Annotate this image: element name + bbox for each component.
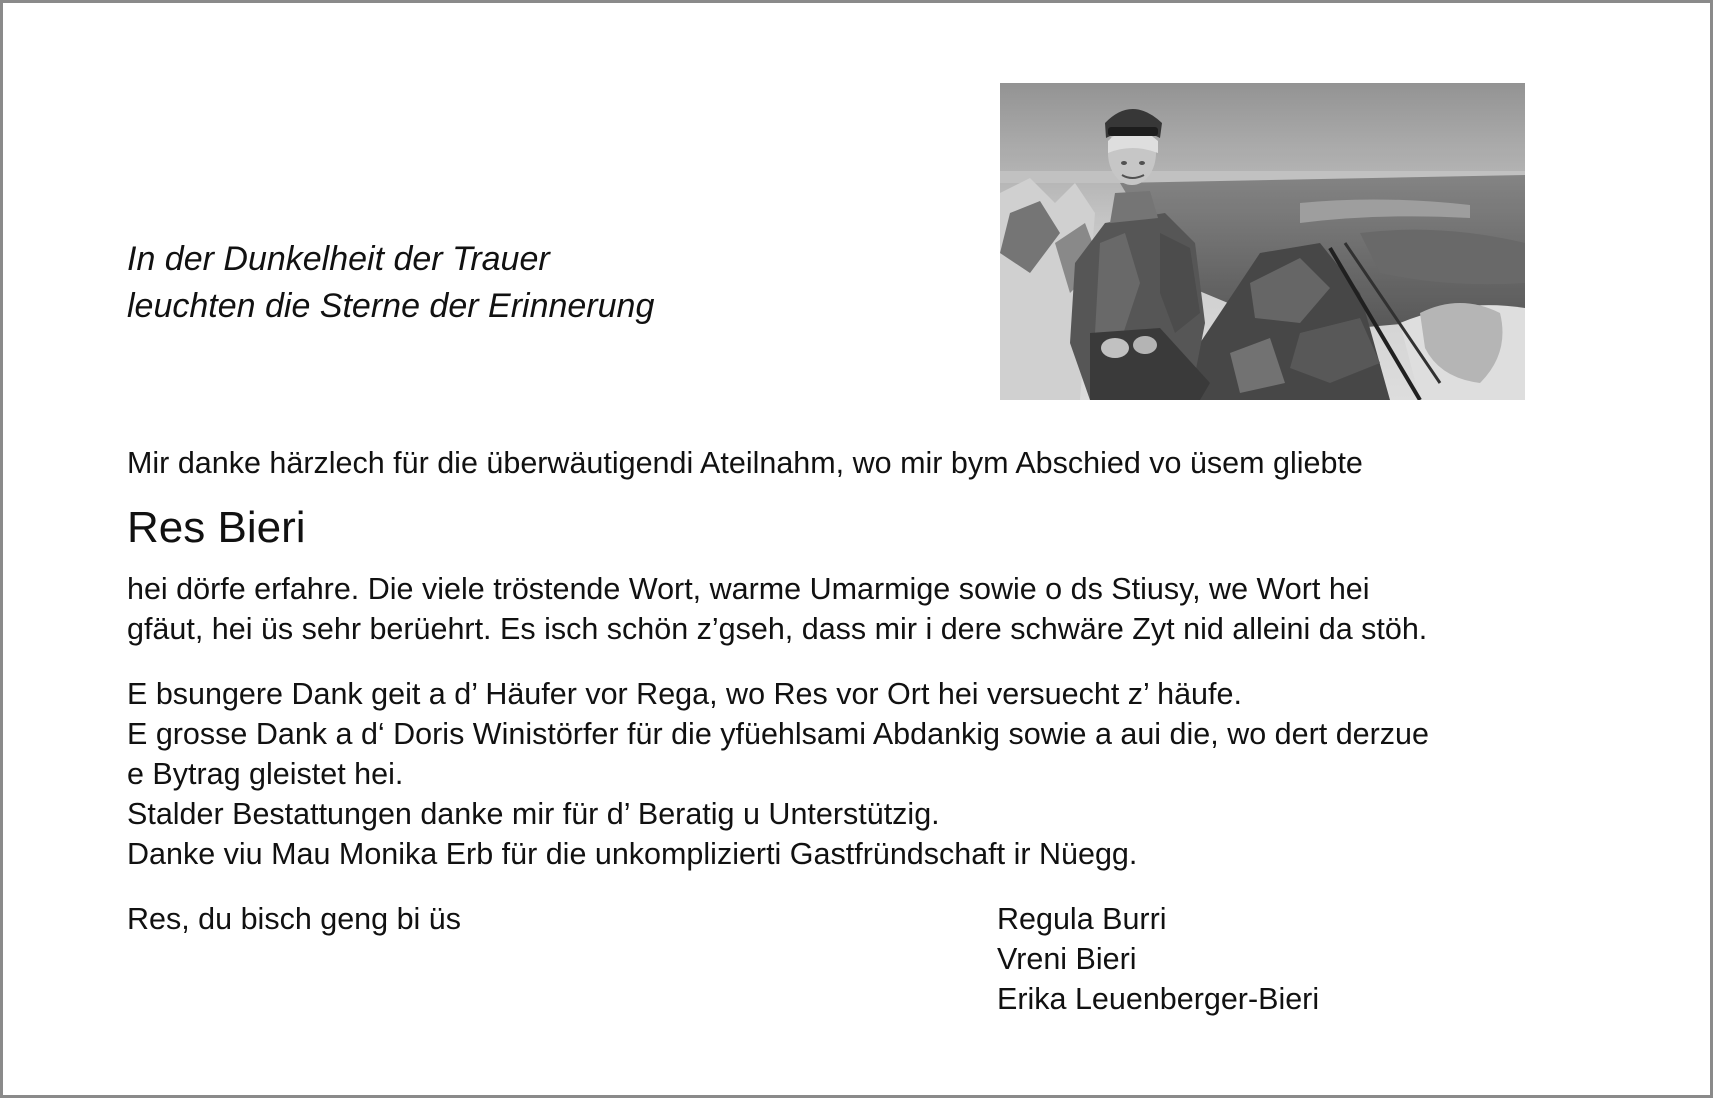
paragraph-2-line-5: Danke viu Mau Monika Erb für die unkomplizierti Gastfründschaft ir Nüegg. [127,837,1138,871]
closing-line [127,899,1607,939]
closing-text: Res, du bisch geng bi üs [127,902,462,936]
signature-name: Erika Leuenberger-Bieri [997,982,1320,1016]
thanks-paragraph-1 [127,569,1607,649]
signature-name: Vreni Bieri [997,942,1137,976]
paragraph-2-line-2: E grosse Dank a d‘ Doris Winistörfer für die yfüehlsami Abdankig sowie a aui die, wo dert derzue [127,717,1429,751]
intro-text [127,443,1607,483]
motto-line-1: In der Dunkelheit der Trauer [127,240,550,278]
thanks-paragraph-2 [127,674,1607,874]
mountaineer-portrait-photo [1000,83,1525,400]
motto-line-2: leuchten die Sterne der Erinnerung [127,287,655,325]
deceased-name: Res Bieri [127,503,306,552]
paragraph-2-line-3: e Bytrag gleistet hei. [127,757,404,791]
signatures-list [997,899,1319,1019]
paragraph-2-line-1: E bsungere Dank geit a d’ Häufer vor Rega, wo Res vor Ort hei versuecht z’ häufe. [127,677,1242,711]
photo-graphic [1000,83,1525,400]
paragraph-1-line-2: gfäut, hei üs sehr berüehrt. Es isch schön z’gseh, dass mir i dere schwäre Zyt nid alleini da stöh. [127,612,1428,646]
motto [127,236,654,330]
intro-line: Mir danke härzlech für die überwäutigendi Ateilnahm, wo mir bym Abschied vo üsem gliebte [127,446,1363,480]
signature-name: Regula Burri [997,902,1167,936]
paragraph-1-line-1: hei dörfe erfahre. Die viele tröstende Wort, warme Umarmige sowie o ds Stiusy, we Wort hei [127,572,1370,606]
paragraph-2-line-4: Stalder Bestattungen danke mir für d’ Beratig u Unterstützig. [127,797,940,831]
